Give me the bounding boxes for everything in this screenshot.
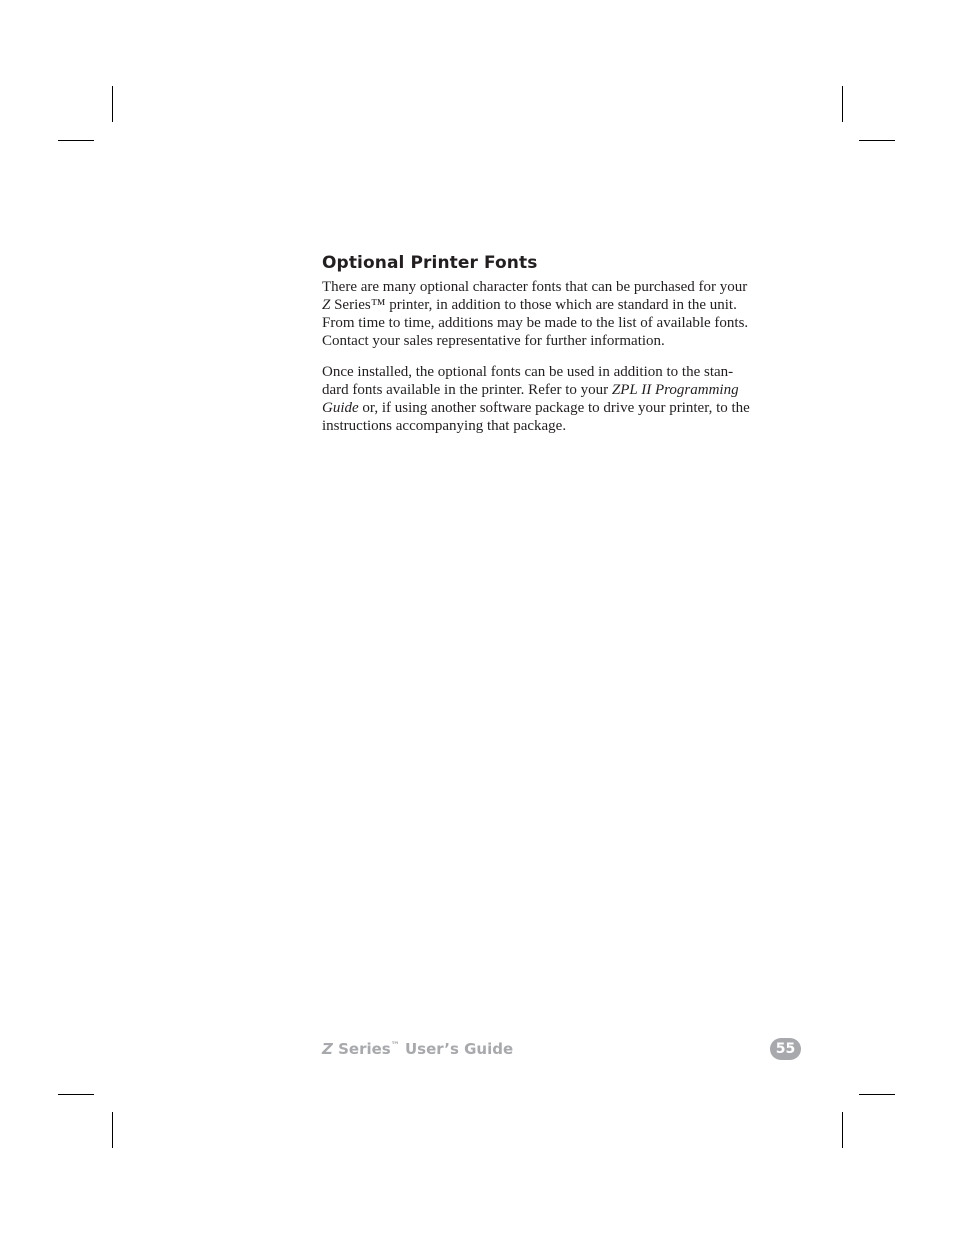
paragraph-text: or, if using another software package to drive your printer, to the	[358, 400, 750, 416]
crop-mark-top-right-vertical	[842, 86, 843, 122]
paragraph-line	[322, 296, 778, 314]
crop-mark-top-left-vertical	[112, 86, 113, 122]
paragraph-usage	[322, 363, 778, 435]
crop-mark-bottom-right-horizontal	[859, 1094, 895, 1095]
paragraph-line: There are many optional character fonts that can be purchased for your	[322, 279, 748, 295]
crop-mark-bottom-left-vertical	[112, 1112, 113, 1148]
paragraph-intro	[322, 278, 778, 350]
crop-mark-top-left-horizontal	[58, 140, 94, 141]
optional-fonts-section	[322, 252, 778, 435]
paragraph-text: Series™ printer, in addition to those which are standard in the unit.	[330, 297, 737, 313]
trademark-symbol: ™	[390, 1041, 400, 1051]
crop-mark-top-right-horizontal	[859, 140, 895, 141]
footer-z: Z	[322, 1040, 333, 1058]
page-number-badge: 55	[770, 1038, 801, 1060]
paragraph-line	[322, 381, 778, 399]
crop-mark-bottom-right-vertical	[842, 1112, 843, 1148]
paragraph-line: instructions accompanying that package.	[322, 418, 567, 434]
footer-guide-title	[322, 1039, 513, 1059]
section-heading: Optional Printer Fonts	[322, 253, 538, 273]
guide-title-italic: Guide	[322, 400, 359, 416]
guide-title-italic: ZPL II Programming	[611, 382, 739, 398]
paragraph-line: From time to time, additions may be made to the list of available fonts.	[322, 315, 749, 331]
paragraph-text: dard fonts available in the printer. Refer to your	[322, 382, 612, 398]
paragraph-line: Once installed, the optional fonts can be used in addition to the stan-	[322, 364, 734, 380]
paragraph-line	[322, 399, 778, 417]
footer-title-rest: User’s Guide	[399, 1040, 514, 1058]
crop-mark-bottom-left-horizontal	[58, 1094, 94, 1095]
paragraph-line: Contact your sales representative for further information.	[322, 333, 665, 349]
z-italic: Z	[322, 297, 331, 313]
footer-series: Series	[332, 1040, 391, 1058]
